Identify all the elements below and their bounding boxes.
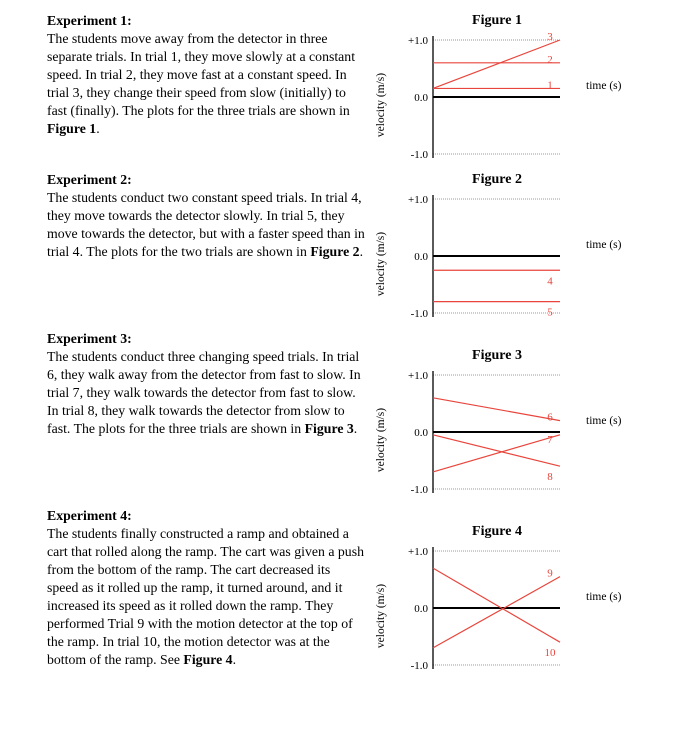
- tick-label: +1.0: [408, 194, 428, 206]
- figure-4-chart: [370, 515, 670, 685]
- tick-label: -1.0: [410, 484, 428, 496]
- tick-label: 0.0: [414, 427, 428, 439]
- y-axis-label: velocity (m/s): [375, 231, 387, 297]
- series-line-trial-6: [433, 398, 560, 421]
- experiment-3-body: The students conduct three changing speed trials. In trial 6, they walk away from the detector from fast to slow. In trial 7, they walk towards the detector from fast to slow. In trial 8, they walk towards the detector from slow to fast. The plots for the three trials are shown in Figure 3.: [47, 349, 361, 436]
- series-label-trial-7: 7: [547, 433, 553, 446]
- figure-3-chart: [370, 339, 670, 509]
- figure-2: [370, 163, 670, 333]
- figure-3: [370, 339, 670, 509]
- series-label-trial-8: 8: [547, 471, 553, 484]
- series-line-trial-7: [433, 435, 560, 472]
- tick-label: -1.0: [410, 308, 428, 320]
- x-axis-label: time (s): [586, 239, 622, 251]
- series-label-trial-6: 6: [547, 411, 553, 424]
- series-line-trial-8: [433, 435, 560, 466]
- figure-2-chart: [370, 163, 670, 333]
- series-label-trial-9: 9: [547, 567, 553, 580]
- series-label-trial-1: 1: [547, 79, 553, 92]
- y-axis-label: velocity (m/s): [375, 407, 387, 473]
- figure-title: Figure 2: [472, 172, 522, 187]
- experiment-4: [47, 507, 365, 669]
- series-line-trial-10: [433, 568, 560, 642]
- tick-label: -1.0: [410, 660, 428, 672]
- series-label-trial-5: 5: [547, 306, 553, 319]
- tick-label: +1.0: [408, 35, 428, 47]
- figure-title: Figure 4: [472, 524, 522, 539]
- tick-label: 0.0: [414, 251, 428, 263]
- y-axis-label: velocity (m/s): [375, 583, 387, 649]
- experiment-1-body: The students move away from the detector in three separate trials. In trial 1, they move slowly at a constant speed. In trial 2, they move fast at a constant speed. In trial 3, they change their speed from slow (initially) to fast (finally). The plots for the three trials are shown in Figure 1.: [47, 31, 356, 136]
- figure-title: Figure 1: [472, 13, 522, 28]
- figure-4: [370, 515, 670, 685]
- tick-label: 0.0: [414, 92, 428, 104]
- figure-ref: Figure 3: [304, 421, 354, 436]
- experiment-1: [47, 12, 365, 138]
- x-axis-label: time (s): [586, 591, 622, 603]
- figure-ref: Figure 2: [310, 244, 360, 259]
- experiment-3-title: Experiment 3:: [47, 331, 132, 346]
- experiment-3: [47, 330, 365, 438]
- figure-1-chart: [370, 4, 670, 174]
- experiment-2: [47, 171, 365, 261]
- tick-label: +1.0: [408, 370, 428, 382]
- figure-ref: Figure 4: [183, 652, 233, 667]
- series-label-trial-10: 10: [544, 647, 556, 660]
- figure-1: [370, 4, 670, 174]
- tick-label: 0.0: [414, 603, 428, 615]
- series-label-trial-2: 2: [547, 53, 553, 66]
- experiment-4-title: Experiment 4:: [47, 508, 132, 523]
- series-line-trial-3: [433, 40, 560, 88]
- experiment-4-body: The students finally constructed a ramp and obtained a cart that rolled along the ramp. The cart was given a push from the bottom of the ramp. The cart decreased its speed as it rolled up the ramp, it turned around, and it increased its speed as it rolled down the ramp. They performed Trial 9 with the motion detector at the top of the ramp. In trial 10, the motion detector was at the bottom of the ramp. See Figure 4.: [47, 526, 364, 667]
- experiment-1-title: Experiment 1:: [47, 13, 132, 28]
- series-label-trial-4: 4: [547, 275, 553, 288]
- tick-label: +1.0: [408, 546, 428, 558]
- x-axis-label: time (s): [586, 415, 622, 427]
- x-axis-label: time (s): [586, 80, 622, 92]
- experiment-2-body: The students conduct two constant speed trials. In trial 4, they move towards the detector slowly. In trial 5, they move towards the detector, but with a faster speed than in trial 4. The plots for the two trials are shown in Figure 2.: [47, 190, 365, 259]
- experiment-2-title: Experiment 2:: [47, 172, 132, 187]
- series-label-trial-3: 3: [547, 31, 553, 43]
- tick-label: -1.0: [410, 149, 428, 161]
- y-axis-label: velocity (m/s): [375, 72, 387, 138]
- figure-title: Figure 3: [472, 348, 522, 363]
- series-line-trial-9: [433, 577, 560, 648]
- figure-ref: Figure 1: [47, 121, 97, 136]
